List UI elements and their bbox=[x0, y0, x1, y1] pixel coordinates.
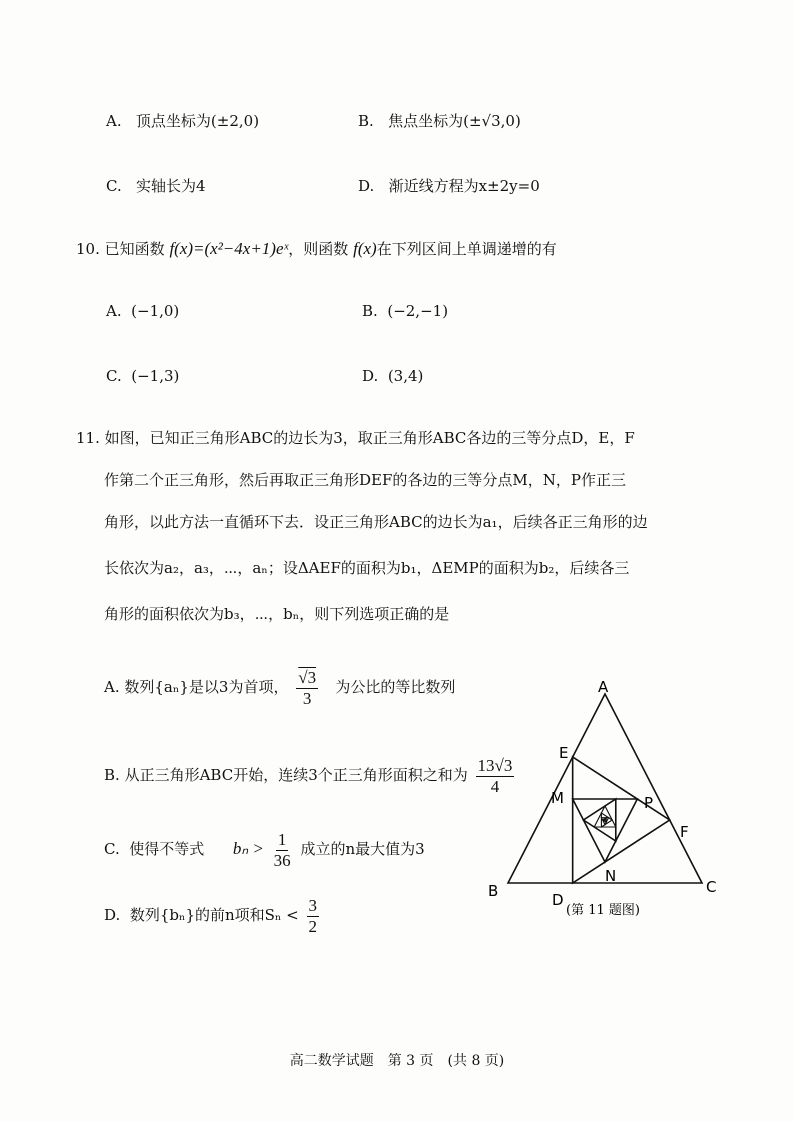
q9-option-b: B. 焦点坐标为(±√3,0) bbox=[358, 112, 521, 130]
label-b: B bbox=[488, 882, 499, 900]
q10-option-d: D. (3,4) bbox=[362, 367, 424, 385]
triangle-level-2 bbox=[573, 757, 670, 883]
q11-stem-line-1: 11. 如图，已知正三角形ABC的边长为3，取正三角形ABC各边的三等分点D，E，F bbox=[76, 429, 635, 447]
label-n: N bbox=[605, 867, 617, 885]
q9-option-d: D. 渐近线方程为x±2y=0 bbox=[358, 177, 540, 195]
triangle-level-4 bbox=[583, 799, 615, 841]
q11-option-a: A. 数列{aₙ}是以3为首项， $\frac{√3}{3}$ 为公比的等比数列 bbox=[104, 668, 456, 708]
figure-caption: (第 11 题图) bbox=[566, 903, 640, 918]
q11-stem-line-3: 角形，以此方法一直循环下去．设正三角形ABC的边长为a₁，后续各正三角形的边 bbox=[104, 513, 648, 531]
label-p: P bbox=[644, 794, 654, 812]
q9-option-a: A. 顶点坐标为(±2,0) bbox=[106, 112, 260, 130]
page-footer: 高二数学试题 第 3 页 (共 8 页) bbox=[289, 1053, 505, 1069]
q9-option-c: C. 实轴长为4 bbox=[106, 177, 206, 195]
q11-figure bbox=[480, 670, 740, 930]
label-c: C bbox=[706, 878, 717, 896]
label-d: D bbox=[552, 891, 564, 909]
q11-option-c: C. 使得不等式 bₙ > $\frac{1}{36}$ 成立的n最大值为3 bbox=[104, 830, 425, 870]
triangle-level-3 bbox=[573, 799, 638, 862]
label-m: M bbox=[551, 789, 564, 807]
q11-stem-line-4: 长依次为a₂，a₃，⋯，aₙ；设ΔAEF的面积为b₁，ΔEMP的面积为b₂，后续各三 bbox=[104, 559, 630, 577]
q11-stem-line-2: 作第二个正三角形，然后再取正三角形DEF的各边的三等分点M，N，P作正三 bbox=[104, 471, 626, 489]
q10-option-a: A. (−1,0) bbox=[106, 302, 180, 320]
q10-stem: 10. 已知函数 f(x)=(x²−4x+1)eˣ，则函数 f(x)在下列区间上单调递增的有 bbox=[76, 239, 557, 258]
label-a: A bbox=[598, 678, 609, 696]
label-f: F bbox=[680, 823, 689, 841]
nested-triangles bbox=[508, 694, 702, 883]
label-e: E bbox=[559, 744, 569, 762]
q11-stem-line-5: 角形的面积依次为b₃，⋯，bₙ，则下列选项正确的是 bbox=[104, 605, 450, 623]
q10-option-b: B. (−2,−1) bbox=[362, 302, 449, 320]
triangle-level-1 bbox=[508, 694, 702, 883]
q10-option-c: C. (−1,3) bbox=[106, 367, 180, 385]
q11-option-d: D. 数列{bₙ}的前n项和Sₙ < $\frac{3}{2}$ bbox=[104, 896, 318, 936]
q11-option-b: B. 从正三角形ABC开始，连续3个正三角形面积之和为 $\frac{13√3}{4}$ bbox=[104, 756, 513, 796]
